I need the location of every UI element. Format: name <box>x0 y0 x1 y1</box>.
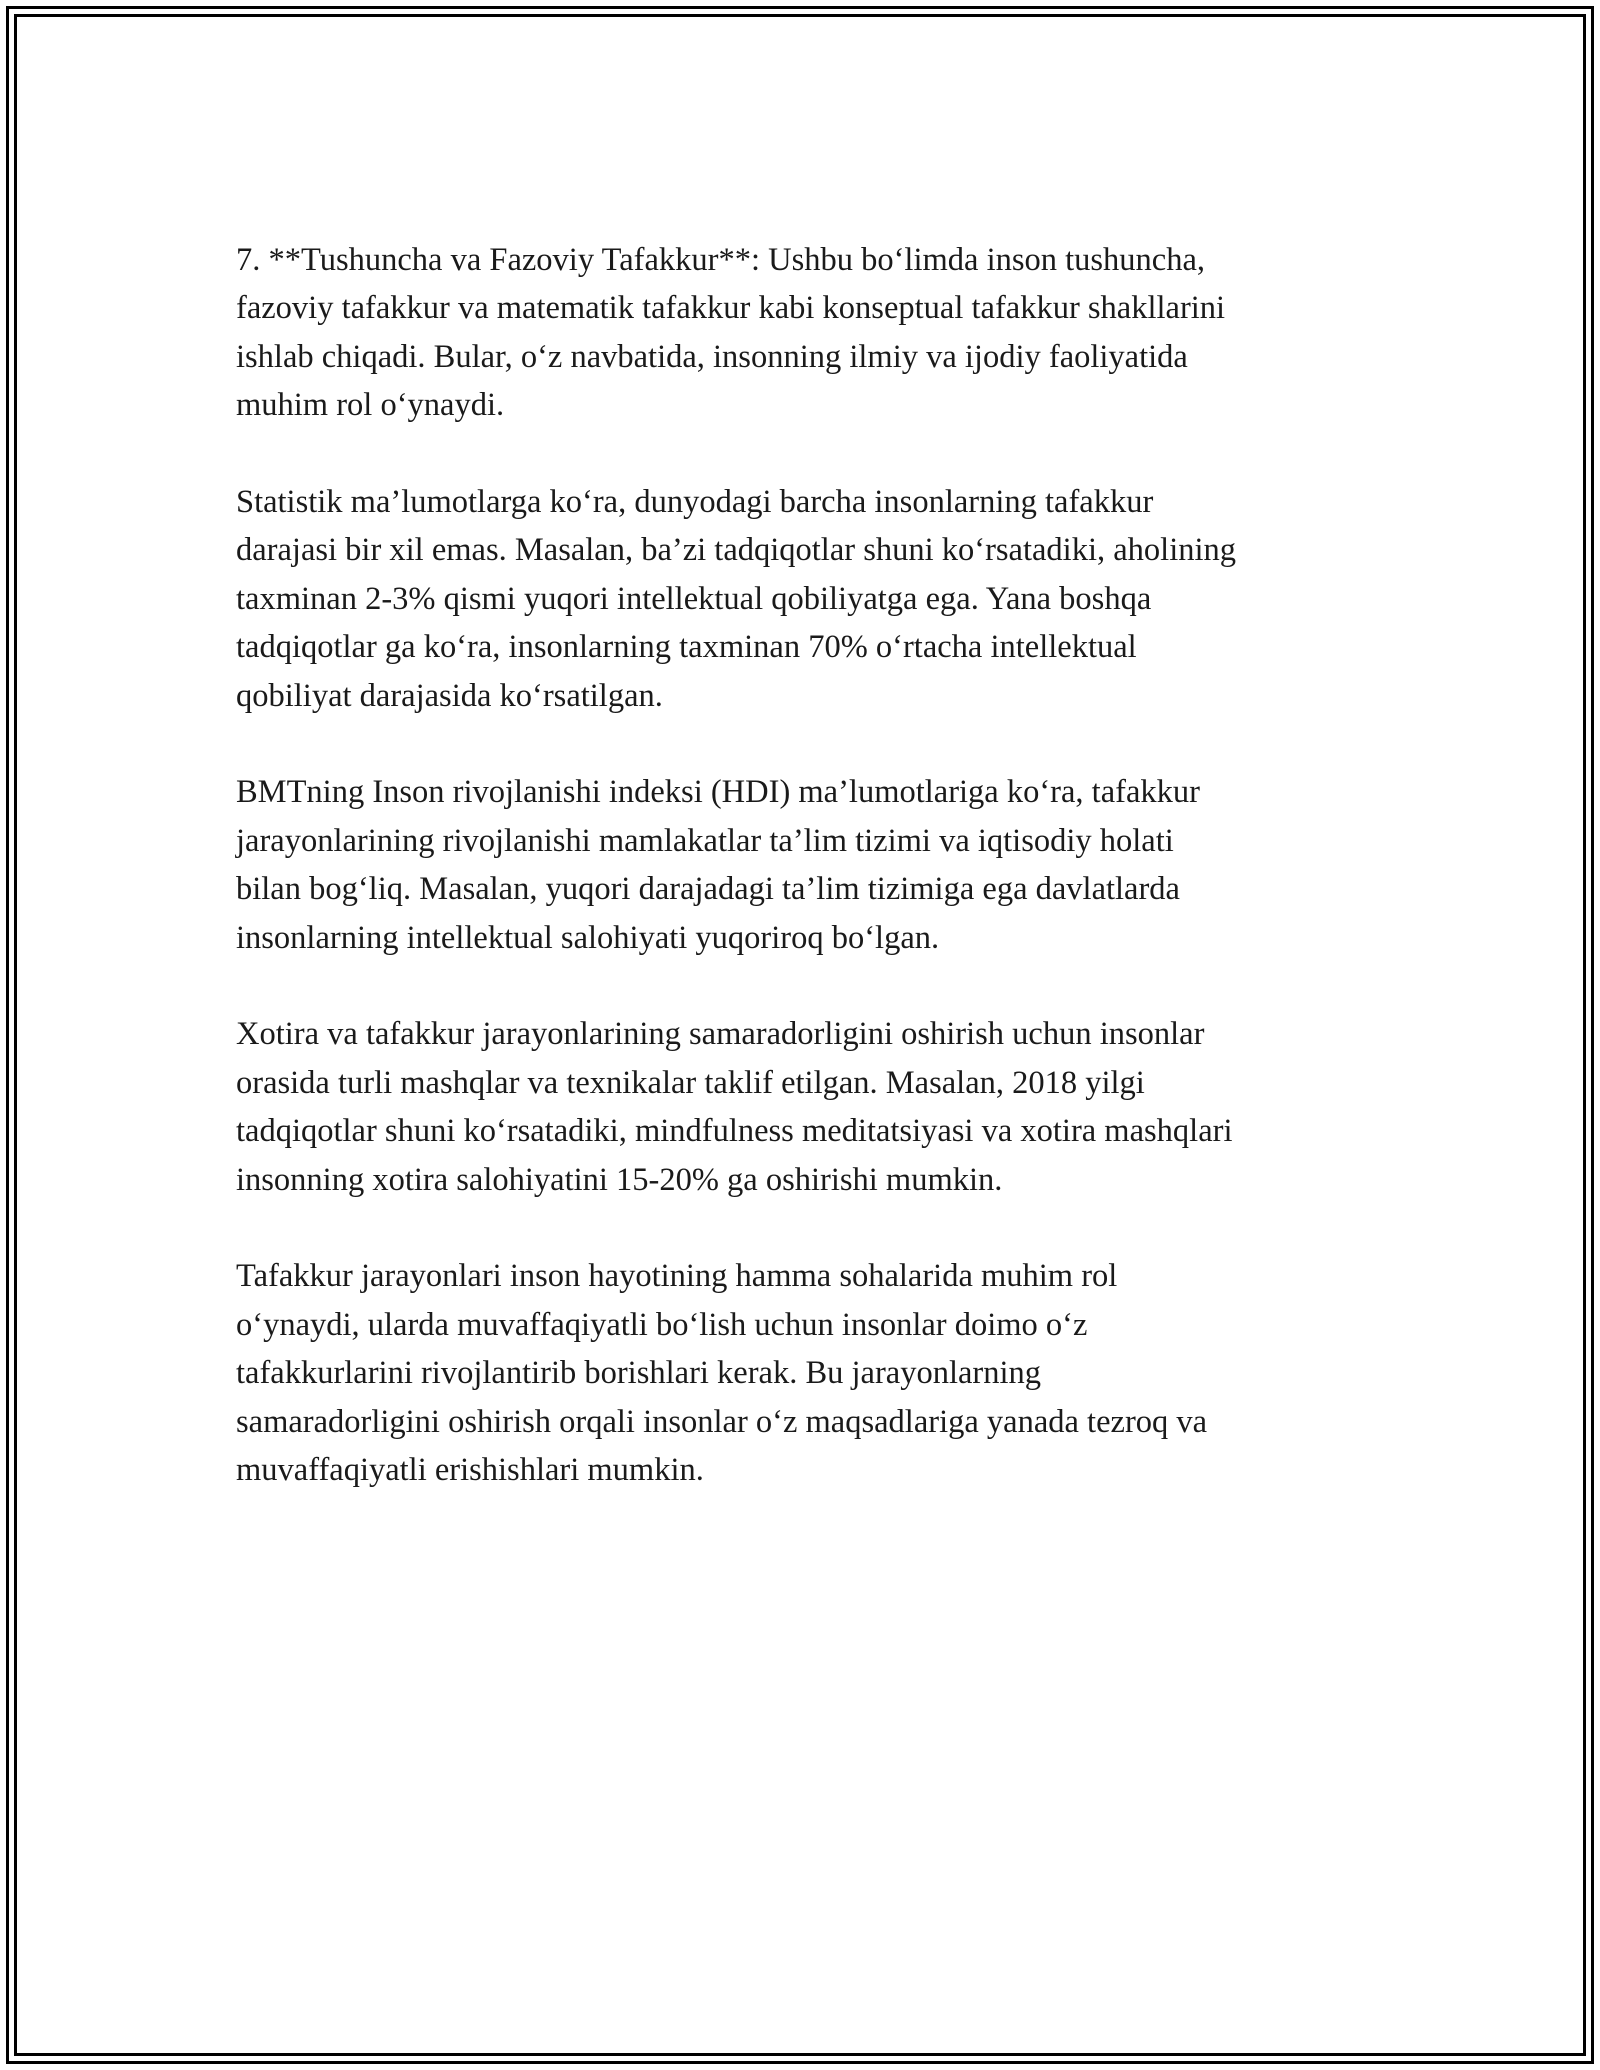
paragraph-conclusion: Tafakkur jarayonlari inson hayotining hamma sohalarida muhim rol o‘ynaydi, ularda muvaffaqiyatli bo‘lish uchun insonlar doimo o‘z tafakkurlarini rivojlantirib borishlari kerak. Bu jarayonlarning samaradorligini oshirish orqali insonlar o‘z maqsadlariga yanada tezroq va muvaffaqiyatli erishishlari mumkin. <box>236 1258 1208 1489</box>
paragraph-memory-exercises: Xotira va tafakkur jarayonlarining samaradorligini oshirish uchun insonlar orasida turli mashqlar va texnikalar taklif etilgan. Masalan, 2018 yilgi tadqiqotlar shuni ko‘rsatadiki, mindfulness meditatsiyasi va xotira mashqlari insonning xotira salohiyatini 15-20% ga oshirishi mumkin. <box>236 1016 1233 1198</box>
paragraph-statistics: Statistik ma’lumotlarga ko‘ra, dunyodagi barcha insonlarning tafakkur darajasi bir xil emas. Masalan, ba’zi tadqiqotlar shuni ko‘rsatadiki, aholining taxminan 2-3% qismi yuqori intellektual qobiliyatga ega. Yana boshqa tadqiqotlar ga ko‘ra, insonlarning taxminan 70% o‘rtacha intellektual qobiliyat darajasida ko‘rsatilgan. <box>236 484 1237 714</box>
paragraph-hdi: BMTning Inson rivojlanishi indeksi (HDI) ma’lumotlariga ko‘ra, tafakkur jarayonlarining rivojlanishi mamlakatlar ta’lim tizimi va iqtisodiy holati bilan bog‘liq. Masalan, yuqori darajadagi ta’lim tizimiga ega davlatlarda insonlarning intellektual salohiyati yuqoriroq bo‘lgan. <box>236 774 1200 956</box>
document-body <box>236 236 1386 1543</box>
paragraph-section-heading: 7. **Tushuncha va Fazoviy Tafakkur**: Ushbu bo‘limda inson tushuncha, fazoviy tafakkur va matematik tafakkur kabi konseptual tafakkur shakllarini ishlab chiqadi. Bular, o‘z navbatida, insonning ilmiy va ijodiy faoliyatida muhim rol o‘ynaydi. <box>236 242 1226 424</box>
